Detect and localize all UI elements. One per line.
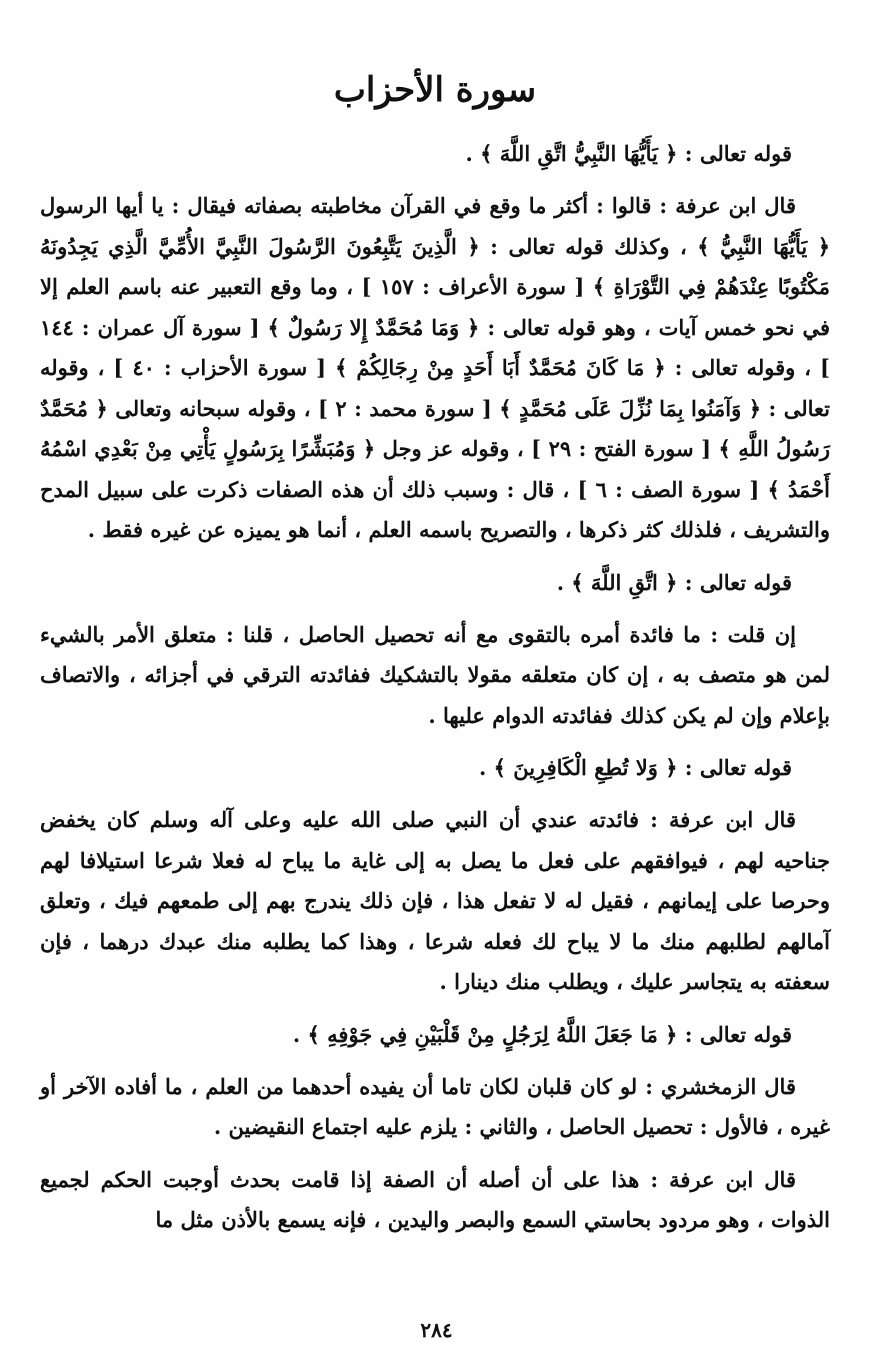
page-body — [40, 60, 830, 1253]
commentary-text: إن قلت : ما فائدة أمره بالتقوى مع أنه تحصيل الحاصل ، قلنا : متعلق الأمر بالشيء لمن هو متصف به ، إن كان متعلقه مقولا بالتشكيك ففائدته الترقي في أجزائه ، والاتصاف بإعلام وإن لم يكن كذلك ففائدته الدوام عليها . — [40, 621, 830, 728]
commentary-text: قال ابن عرفة : هذا على أن أصله أن الصفة إذا قامت بحدث أوجبت الحكم لجميع الذوات ، وهو مردود بحاستي السمع والبصر واليدين ، فإنه يسمع بالأذن مثل ما — [40, 1166, 830, 1232]
verse-heading-3: قوله تعالى : ﴿ وَلا تُطِعِ الْكَافِرِينَ ﴾ . — [478, 755, 792, 780]
commentary-paragraph-4 — [40, 1067, 830, 1148]
commentary-paragraph-2 — [40, 615, 830, 737]
commentary-paragraph-5 — [40, 1160, 830, 1241]
verse-heading-2: قوله تعالى : ﴿ اتَّقِ اللَّهَ ﴾ . — [556, 569, 792, 595]
page-number: ٢٨٤ — [420, 1318, 453, 1342]
commentary-text: قال ابن عرفة : قالوا : أكثر ما وقع في القرآن مخاطبته بصفاته فيقال : يا أيها الرسول ﴿ يَأَيُّهَا النَّبِيُّ ﴾ ، وكذلك قوله تعالى : ﴿ الَّذِينَ يَتَّبِعُونَ الرَّسُولَ النَّبِيَّ الأُمِّيَّ الَّذِي يَجِدُونَهُ مَكْتُوبًا عِنْدَهُمْ فِي التَّوْرَاةِ ﴾ [ سورة الأعراف : ١٥٧ ] ، وما وقع التعبير عنه باسم العلم إلا في نحو خمس آيات ، وهو قوله تعالى : ﴿ وَمَا مُحَمَّدٌ إِلا رَسُولٌ ﴾ [ سورة آل عمران : ١٤٤ ] ، وقوله تعالى : ﴿ مَا كَانَ مُحَمَّدٌ أَبَا أَحَدٍ مِنْ رِجَالِكُمْ ﴾ [ سورة الأحزاب : ٤٠ ] ، وقوله تعالى : ﴿ وَآمَنُوا بِمَا نُزِّلَ عَلَى مُحَمَّدٍ ﴾ [ سورة محمد : ٢ ] ، وقوله سبحانه وتعالى ﴿ مُحَمَّدٌ رَسُولُ اللَّهِ ﴾ [ سورة الفتح : ٢٩ ] ، وقوله عز وجل ﴿ وَمُبَشِّرًا بِرَسُولٍ يَأْتِي مِنْ بَعْدِي اسْمُهُ أَحْمَدُ ﴾ [ سورة الصف : ٦ ] ، قال : وسبب ذلك أن هذه الصفات ذكرت على سبيل المدح والتشريف ، فلذلك كثر ذكرها ، والتصريح باسمه العلم ، أنما هو يميزه عن غيره فقط . — [40, 193, 831, 542]
commentary-paragraph-1 — [40, 186, 830, 551]
surah-title: سورة الأحزاب — [333, 70, 537, 110]
verse-heading-4: قوله تعالى : ﴿ مَا جَعَلَ اللَّهُ لِرَجُلٍ مِنْ قَلْبَيْنِ فِي جَوْفِهِ ﴾ . — [292, 1021, 792, 1047]
commentary-paragraph-3 — [40, 800, 830, 1003]
commentary-text: قال الزمخشري : لو كان قلبان لكان تاما أن يفيده أحدهما من العلم ، ما أفاده الآخر أو غيره ، فالأول : تحصيل الحاصل ، والثاني : يلزم عليه اجتماع النقيضين . — [40, 1073, 830, 1139]
commentary-text: قال ابن عرفة : فائدته عندي أن النبي صلى الله عليه وعلى آله وسلم كان يخفض جناحيه لهم ، فيوافقهم على فعل ما يصل به إلى غاية ما يباح له فعلا شرعا استيلافا لهم وحرصا على إيمانهم ، فقيل له لا تفعل هذا ، فإن ذلك يندرج بهم إلى طمعهم فيك ، وتعلق آمالهم لطلبهم منك ما لا يباح لك فعله شرعا ، وهذا كما يطلبه منك عبدك درهما ، فإن سعفته به يتجاسر عليك ، ويطلب منك دينارا . — [40, 807, 830, 994]
verse-heading-1: قوله تعالى : ﴿ يَأَيُّهَا النَّبِيُّ اتَّقِ اللَّهَ ﴾ . — [465, 141, 792, 166]
